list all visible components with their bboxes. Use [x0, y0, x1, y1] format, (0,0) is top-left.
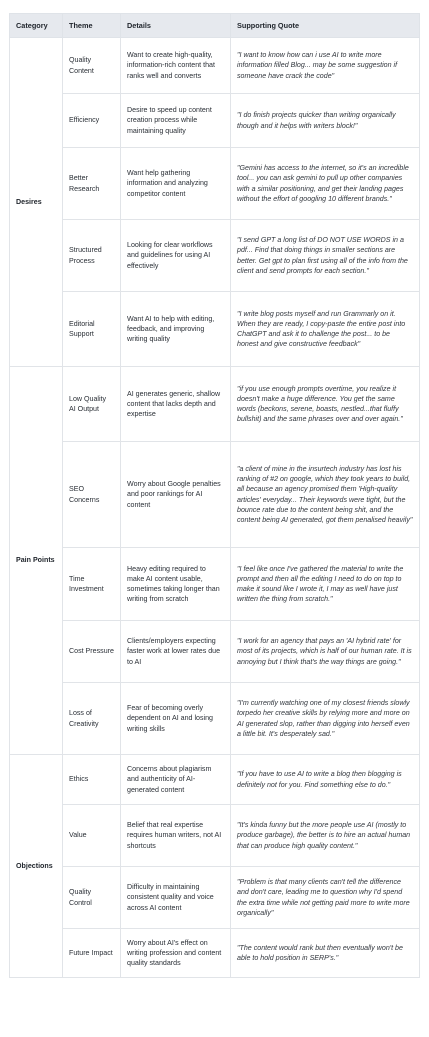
quote-cell: "Problem is that many clients can't tell the difference and don't care, leading me to question why I'd spend the extra time while not getting paid more to write more organically" [231, 867, 420, 929]
quote-cell: "I send GPT a long list of DO NOT USE WORDS in a pdf... Find that doing things in smaller sections are better. Get gpt to plan first using all of the info from the client and send prompts for each section." [231, 220, 420, 292]
theme-cell: Low Quality AI Output [63, 367, 121, 442]
header-row [10, 14, 420, 38]
table-row [10, 805, 420, 867]
table-row [10, 929, 420, 978]
details-cell: Difficulty in maintaining consistent quality and voice across AI content [121, 867, 231, 929]
quote-cell: "if you use enough prompts overtime, you realize it doesn't make a huge difference. You get the same words (beckons, serene, boasts, nestled...that fluffy bullshit) and the same phrases over and over again." [231, 367, 420, 442]
table-row [10, 367, 420, 442]
theme-cell: Value [63, 805, 121, 867]
header-quote: Supporting Quote [231, 14, 420, 38]
details-cell: Desire to speed up content creation process while maintaining quality [121, 94, 231, 148]
header-category: Category [10, 14, 63, 38]
table-row [10, 292, 420, 367]
theme-cell: Structured Process [63, 220, 121, 292]
table-row [10, 38, 420, 94]
details-cell: Want help gathering information and analyzing competitor content [121, 148, 231, 220]
details-cell: Worry about Google penalties and poor rankings for AI content [121, 442, 231, 548]
quote-cell: "I'm currently watching one of my closest friends slowly torpedo her creative skills by relying more and more on AI generated slop, rather than digging into herself even a little bit. It's desperately sad." [231, 683, 420, 755]
details-cell: Heavy editing required to make AI content usable, sometimes taking longer than writing from scratch [121, 548, 231, 621]
details-cell: AI generates generic, shallow content that lacks depth and expertise [121, 367, 231, 442]
table-row [10, 220, 420, 292]
theme-cell: Cost Pressure [63, 621, 121, 683]
table-row [10, 683, 420, 755]
theme-cell: Efficiency [63, 94, 121, 148]
details-cell: Fear of becoming overly dependent on AI and losing writing skills [121, 683, 231, 755]
theme-cell: Better Research [63, 148, 121, 220]
table-row [10, 148, 420, 220]
quote-cell: "Gemini has access to the internet, so it's an incredible tool... you can ask gemini to pull up other companies with a similar positioning, and get their landing pages without the effort of googling 10 different brands." [231, 148, 420, 220]
category-cell: Objections [10, 755, 63, 978]
category-cell: Pain Points [10, 367, 63, 755]
theme-cell: Quality Content [63, 38, 121, 94]
quote-cell: "I do finish projects quicker than writing organically though and it helps with writers block!" [231, 94, 420, 148]
theme-cell: Quality Control [63, 867, 121, 929]
quote-cell: "I work for an agency that pays an 'AI hybrid rate' for most of its projects, which is half of our human rate. It is annoying but I think that's the way things are going." [231, 621, 420, 683]
quote-cell: "a client of mine in the insurtech industry has lost his ranking of #2 on google, which they took years to build, all because an agency promised them 'High-quality articles' everyday... Their keywords were tight, but the bounce rate due to the content being shit, and the content being AI generated, got them penalised heavily" [231, 442, 420, 548]
table-container [9, 13, 419, 978]
quote-cell: "The content would rank but then eventually won't be able to hold position in SERP's." [231, 929, 420, 978]
category-cell: Desires [10, 38, 63, 367]
details-cell: Worry about AI's effect on writing profession and content quality standards [121, 929, 231, 978]
table-row [10, 755, 420, 805]
details-cell: Belief that real expertise requires human writers, not AI shortcuts [121, 805, 231, 867]
table-row [10, 867, 420, 929]
header-details: Details [121, 14, 231, 38]
quote-cell: "I feel like once I've gathered the material to write the prompt and then all the editing I need to do on top to make it sound like I wrote it, I may as well have just written the thing from scratch." [231, 548, 420, 621]
details-cell: Looking for clear workflows and guidelines for using AI effectively [121, 220, 231, 292]
details-cell: Want AI to help with editing, feedback, and improving writing quality [121, 292, 231, 367]
theme-cell: SEO Concerns [63, 442, 121, 548]
theme-cell: Ethics [63, 755, 121, 805]
details-cell: Clients/employers expecting faster work at lower rates due to AI [121, 621, 231, 683]
table-row [10, 548, 420, 621]
table-row [10, 94, 420, 148]
details-cell: Want to create high-quality, information-rich content that ranks well and converts [121, 38, 231, 94]
details-cell: Concerns about plagiarism and authenticity of AI-generated content [121, 755, 231, 805]
theme-cell: Loss of Creativity [63, 683, 121, 755]
table-row [10, 442, 420, 548]
table-row [10, 621, 420, 683]
quote-cell: "I want to know how can i use AI to write more information filled Blog... may be some suggestion if someone have crack the code" [231, 38, 420, 94]
theme-cell: Editorial Support [63, 292, 121, 367]
theme-cell: Time Investment [63, 548, 121, 621]
theme-cell: Future Impact [63, 929, 121, 978]
quote-cell: "I write blog posts myself and run Grammarly on it. When they are ready, I copy-paste the entire post into ChatGPT and ask it to challenge the post... to be honest and give constructive feedback" [231, 292, 420, 367]
research-table [9, 13, 420, 978]
quote-cell: "It's kinda funny but the more people use AI (mostly to produce garbage), the better is to hire an actual human that can produce high quality content." [231, 805, 420, 867]
quote-cell: "If you have to use AI to write a blog then blogging is definitely not for you. Find something else to do." [231, 755, 420, 805]
header-theme: Theme [63, 14, 121, 38]
